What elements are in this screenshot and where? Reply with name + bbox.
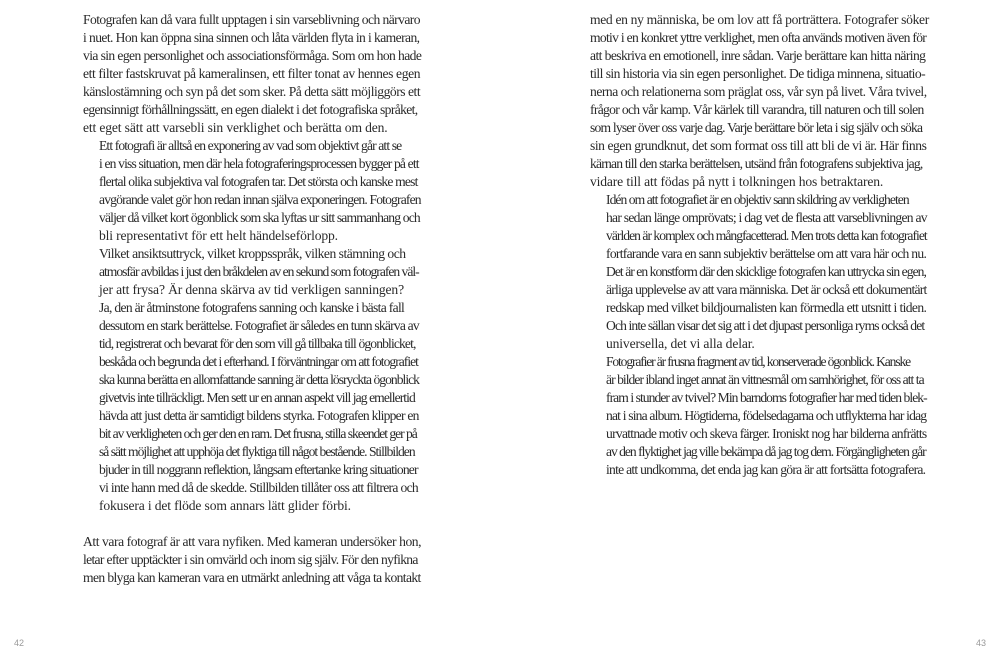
- text-line: men blyga kan kameran vara en utmärkt anledning att våga ta kontakt: [83, 570, 421, 585]
- page-number: 42: [14, 638, 25, 648]
- text-line: beskåda och begrunda det i efterhand. I förväntningar om att fotografiet: [99, 354, 418, 369]
- text-line: universella, det vi alla delar.: [606, 336, 755, 351]
- text-line: redskap med vilket bildjournalisten kan förmedla ett utsnitt i tiden.: [606, 300, 927, 315]
- text-line: som lyser över oss varje dag. Varje berättare bör leta i sig själv och söka: [590, 120, 923, 135]
- paragraph: [590, 353, 930, 479]
- left-text-column: [83, 11, 423, 587]
- text-line: fram i stunder av tvivel? Min barndoms fotografier har med tiden blek-: [606, 390, 927, 405]
- paragraph: [83, 137, 423, 245]
- text-line: väljer då vilket kort ögonblick som ska lyftas ur sitt sammanhang och: [99, 210, 420, 225]
- text-line: hävda att just detta är samtidigt bildens styrka. Fotografen klipper en: [99, 408, 419, 423]
- text-line: givetvis inte tillräckligt. Men sett ur en annan aspekt vill jag emellertid: [99, 390, 415, 405]
- text-line: känslostämning och syn på det som sker. På detta sätt möjliggörs ett: [83, 84, 421, 99]
- text-line: tid, registrerat och bevarat för den som vill gå tillbaka till ögonblicket,: [99, 336, 416, 351]
- text-line: Det är en konstform där den skicklige fotografen kan uttrycka sin egen,: [606, 264, 926, 279]
- text-line: Att vara fotograf är att vara nyfiken. Med kameran undersöker hon,: [83, 534, 422, 549]
- paragraph: [83, 533, 423, 587]
- paragraph: [83, 245, 423, 299]
- text-line: av den flyktighet jag ville bekämpa då jag tog dem. Förgängligheten går: [606, 444, 926, 459]
- text-line: vidare till att födas på nytt i tolkningen hos betraktaren.: [590, 174, 884, 189]
- text-line: med en ny människa, be om lov att få porträttera. Fotografer söker: [590, 12, 929, 27]
- text-line: letar efter upptäckter i sin omvärld och inom sig själv. För den nyfikna: [83, 552, 418, 567]
- paragraph: [83, 11, 423, 137]
- text-line: via sin egen personlighet och associationsförmåga. Som om hon hade: [83, 48, 422, 63]
- text-line: atmosfär avbildas i just den bråkdelen av en sekund som fotografen väl-: [99, 264, 419, 279]
- paragraph: [590, 11, 930, 191]
- paragraph: [83, 299, 423, 515]
- text-line: Ja, den är åtminstone fotografens sanning och kanske i bästa fall: [99, 300, 405, 315]
- text-line: Fotografier är frusna fragment av tid, konserverade ögonblick. Kanske: [606, 354, 910, 369]
- text-line: till sin historia via sin egen personlighet. De tidiga minnena, situatio-: [590, 66, 926, 81]
- text-line: fokusera i det flöde som annars lätt glider förbi.: [99, 498, 351, 513]
- text-line: avgörande valet gör hon redan innan själva exponeringen. Fotografen: [99, 192, 421, 207]
- text-line: har sedan länge omprövats; i dag vet de flesta att varseblivningen av: [606, 210, 927, 225]
- text-line: är bilder ibland inget annat än vittnesmål om samhörighet, för oss att ta: [606, 372, 924, 387]
- text-line: dessutom en stark berättelse. Fotografiet är således en tunn skärva av: [99, 318, 419, 333]
- right-text-column: [590, 11, 930, 479]
- page-number: 43: [975, 638, 986, 648]
- text-line: så sätt möjlighet att upphöja det flyktiga till något bestående. Stillbilden: [99, 444, 415, 459]
- text-line: Och inte sällan visar det sig att i det djupast personliga ryms också det: [606, 318, 925, 333]
- text-line: inte att undkomma, det enda jag kan göra är att fortsätta fotografera.: [606, 462, 926, 477]
- paragraph: [590, 191, 930, 353]
- text-line: vi inte hann med då de skedde. Stillbilden tillåter oss att filtrera och: [99, 480, 419, 495]
- text-line: att beskriva en emotionell, inre sådan. Varje berättare kan hitta näring: [590, 48, 926, 63]
- text-line: fortfarande vara en sann subjektiv berättelse om att vara här och nu.: [606, 246, 927, 261]
- text-line: bit av verkligheten och ger den en ram. Det frusna, stilla skeendet ger på: [99, 426, 417, 441]
- text-line: sin egen grundknut, det som format oss till att bli de vi är. Här finns: [590, 138, 927, 153]
- text-line: Vilket ansiktsuttryck, vilket kroppsspråk, vilken stämning och: [99, 246, 406, 261]
- right-page: [500, 0, 1000, 656]
- text-line: ett eget sätt att varsebli sin verklighet och berätta om den.: [83, 120, 388, 135]
- text-line: ärliga upplevelse av att vara människa. Det är också ett dokumentärt: [606, 282, 927, 297]
- text-line: i nuet. Hon kan öppna sina sinnen och låta världen flyta in i kameran,: [83, 30, 420, 45]
- text-line: urvattnade motiv och skeva färger. Ironiskt nog har bilderna anfrätts: [606, 426, 927, 441]
- text-line: Fotografen kan då vara fullt upptagen i sin varseblivning och närvaro: [83, 12, 420, 27]
- text-line: ett filter fastskruvat på kameralinsen, ett filter tonat av hennes egen: [83, 66, 421, 81]
- text-line: nerna och relationerna som präglat oss, vår syn på livet. Våra tvivel,: [590, 84, 927, 99]
- text-line: egensinnigt förhållningssätt, en egen dialekt i det fotografiska språket,: [83, 102, 418, 117]
- text-line: frågor och vår kamp. Vår kärlek till varandra, till naturen och till solen: [590, 102, 924, 117]
- text-line: Ett fotografi är alltså en exponering av vad som objektivt går att se: [99, 138, 402, 153]
- text-line: bli representativt för ett helt händelseförlopp.: [99, 228, 338, 243]
- text-line: kärnan till den starka berättelsen, utsänd från fotografens subjektiva jag,: [590, 156, 923, 171]
- text-line: nat i sina album. Högtiderna, födelsedagarna och utflykterna har idag: [606, 408, 927, 423]
- text-line: i en viss situation, men där hela fotograferingsprocessen bygger på ett: [99, 156, 419, 171]
- text-line: bjuder in till noggrann reflektion, långsam eftertanke kring situationer: [99, 462, 418, 477]
- text-line: Idén om att fotografiet är en objektiv sann skildring av verkligheten: [606, 192, 909, 207]
- text-line: jer att frysa? Är denna skärva av tid verkligen sanningen?: [99, 282, 404, 297]
- text-line: flertal olika subjektiva val fotografen tar. Det största och kanske mest: [99, 174, 418, 189]
- text-line: ska kunna berätta en allomfattande sanning är detta lösryckta ögonblick: [99, 372, 419, 387]
- text-line: världen är komplex och mångfacetterad. Men trots detta kan fotografiet: [606, 228, 927, 243]
- text-line: motiv i en konkret yttre verklighet, men ofta används motiven även för: [590, 30, 927, 45]
